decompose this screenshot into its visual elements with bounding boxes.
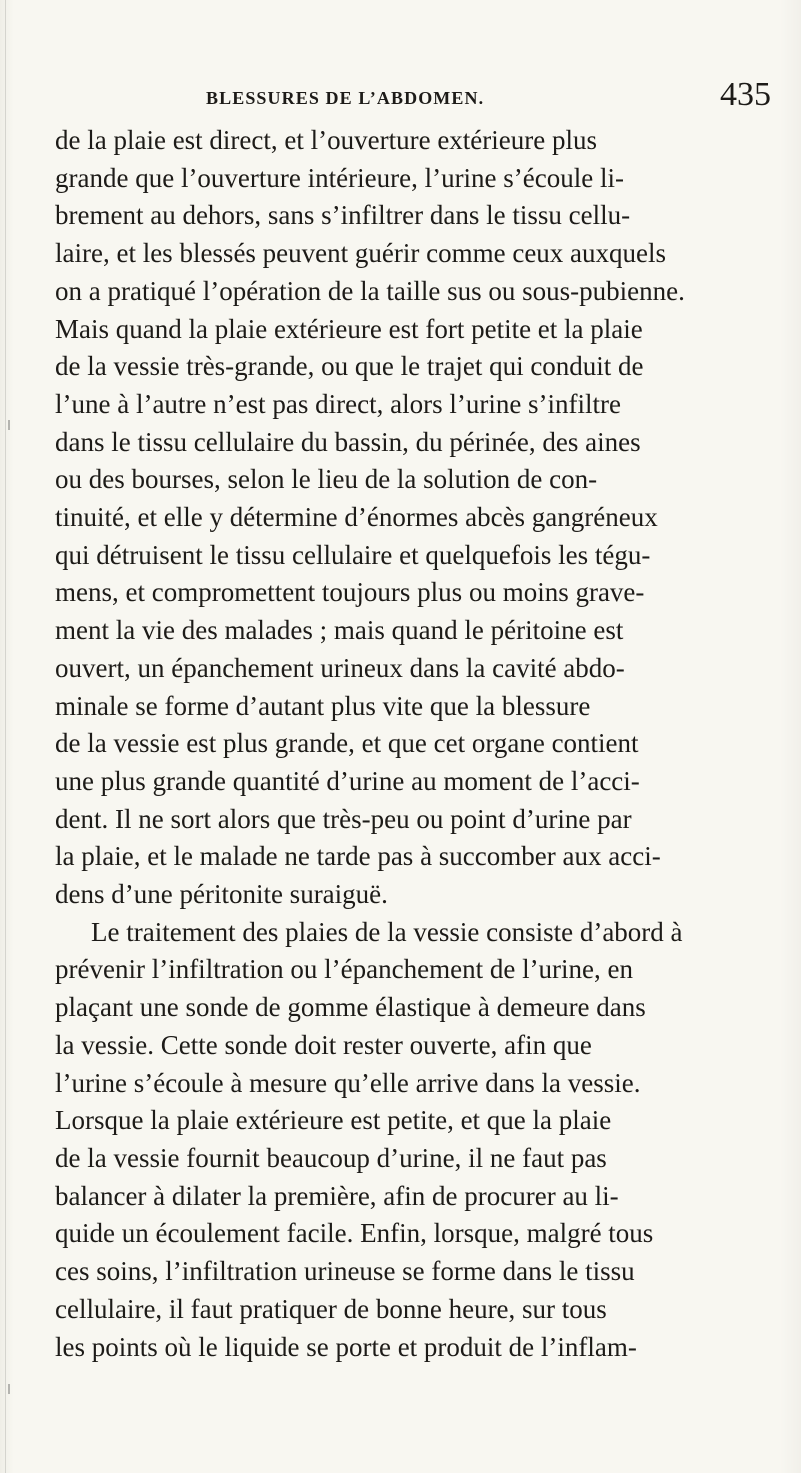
text-line: la plaie, et le malade ne tarde pas à succomber aux acci- [55, 841, 661, 872]
text-line: ces soins, l’infiltration urineuse se forme dans le tissu [55, 1256, 635, 1287]
paper-mark [8, 420, 10, 430]
text-line: Le traitement des plaies de la vessie consiste d’abord à [91, 916, 683, 947]
text-line: la vessie. Cette sonde doit rester ouverte, afin que [55, 1029, 592, 1060]
paper-mark [8, 1384, 10, 1394]
text-line: ment la vie des malades ; mais quand le péritoine est [55, 615, 624, 646]
text-line: Mais quand la plaie extérieure est fort petite et la plaie [55, 313, 643, 344]
running-head: BLESSURES DE L’ABDOMEN. [206, 88, 485, 108]
text-line: ou des bourses, selon le lieu de la solution de con- [55, 464, 598, 495]
text-line: ouvert, un épanchement urineux dans la cavité abdo- [55, 652, 625, 683]
text-line: de la plaie est direct, et l’ouverture extérieure plus [55, 125, 598, 155]
text-line: plaçant une sonde de gomme élastique à demeure dans [55, 992, 646, 1023]
body-text [55, 122, 779, 1366]
page-edge-shadow [5, 0, 6, 1473]
text-line: les points où le liquide se porte et produit de l’inflam- [55, 1331, 637, 1362]
text-line: dans le tissu cellulaire du bassin, du périnée, des aines [55, 426, 641, 457]
text-line: mens, et compromettent toujours plus ou moins grave- [55, 577, 645, 608]
text-line: dent. Il ne sort alors que très-peu ou point d’urine par [55, 803, 632, 834]
text-line: l’une à l’autre n’est pas direct, alors l’urine s’infiltre [55, 388, 622, 419]
text-line: cellulaire, il faut pratiquer de bonne heure, sur tous [55, 1293, 607, 1324]
text-line: brement au dehors, sans s’infiltrer dans le tissu cellu- [55, 200, 631, 231]
text-line: qui détruisent le tissu cellulaire et quelquefois les tégu- [55, 539, 651, 570]
text-line: tinuité, et elle y détermine d’énormes abcès gangréneux [55, 502, 658, 533]
text-line: balancer à dilater la première, afin de procurer au li- [55, 1180, 619, 1211]
text-line: l’urine s’écoule à mesure qu’elle arrive dans la vessie. [55, 1067, 641, 1098]
text-line: Lorsque la plaie extérieure est petite, et que la plaie [55, 1105, 612, 1136]
page-number: 435 [720, 76, 771, 113]
text-line: de la vessie fournit beaucoup d’urine, il ne faut pas [55, 1142, 607, 1173]
text-line: dens d’une péritonite suraiguë. [55, 879, 388, 910]
page-header [206, 76, 786, 116]
text-line: de la vessie est plus grande, et que cet organe contient [55, 728, 639, 759]
text-line: une plus grande quantité d’urine au moment de l’acci- [55, 765, 640, 796]
text-line: minale se forme d’autant plus vite que la blessure [55, 690, 591, 721]
text-line: on a pratiqué l’opération de la taille sus ou sous-pubienne. [55, 275, 685, 306]
text-line: quide un écoulement facile. Enfin, lorsque, malgré tous [55, 1218, 654, 1249]
text-line: de la vessie très-grande, ou que le trajet qui conduit de [55, 351, 644, 382]
text-line: grande que l’ouverture intérieure, l’urine s’écoule li- [55, 162, 624, 193]
text-line: laire, et les blessés peuvent guérir comme ceux auxquels [55, 238, 667, 269]
text-line: prévenir l’infiltration ou l’épanchement de l’urine, en [55, 954, 634, 985]
